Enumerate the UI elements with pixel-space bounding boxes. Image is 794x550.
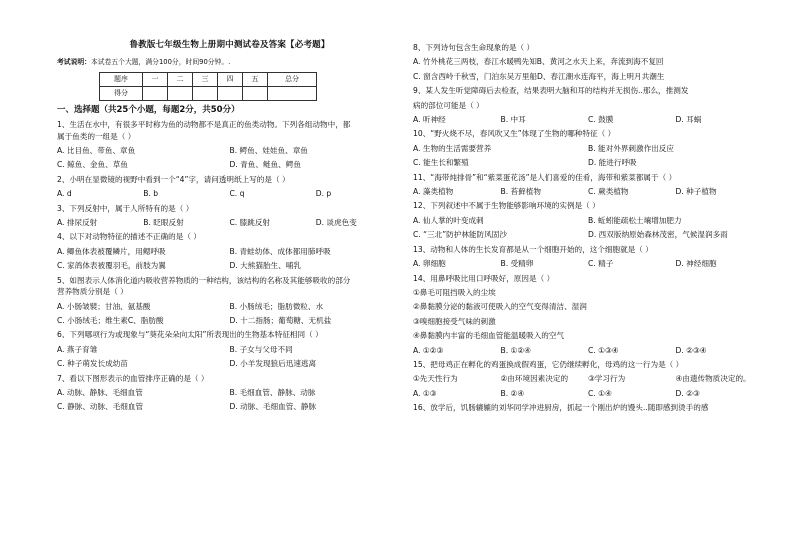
score-header-cell: 总分 <box>268 72 317 86</box>
question-stem: 14、用鼻呼吸比用口呼吸好，原因是（ ） <box>413 273 555 283</box>
question-option: D. 西双版纳原始森林茂密，气候湿润多雨 <box>588 230 728 240</box>
question-stem: 7、看以下图形表示的血管排序正确的是（ ） <box>57 373 209 383</box>
question-option: D. ②③④ <box>675 345 707 355</box>
question-options <box>413 114 763 125</box>
question-options <box>413 258 763 269</box>
question-option: B. 眨眼反射 <box>143 218 184 228</box>
score-header-cell: 四 <box>218 72 243 86</box>
question-option: B. 能对外界刺激作出反应 <box>588 143 674 153</box>
question-statement: ②由环境因素决定的 <box>500 374 569 384</box>
question-option: C. “三北”防护林能防风固沙 <box>413 230 507 240</box>
question-option: B. 鳄鱼、娃娃鱼、章鱼 <box>229 146 308 156</box>
question-stem: 3、下列反射中，属于人所特有的是（ ） <box>57 203 194 213</box>
exam-instructions <box>57 57 402 68</box>
question-option: B. 青蛙幼体、成体都用肺呼吸 <box>229 246 331 256</box>
instructions-text: 本试卷五个大题，满分100分，时间90分钟。. <box>90 58 231 67</box>
question-stem: 11、“海带炖排骨”和“紫菜蛋花汤”是人们喜爱的佳肴，海带和紫菜都属于（ ） <box>413 172 677 182</box>
question-option: B. 小肠绒毛；脂肪微粒、水 <box>229 301 324 311</box>
question-option: C. q <box>229 189 245 199</box>
question-option: C. ①③④ <box>588 345 619 355</box>
question-stem: 8、下列诗句包含生命现象的是（ ） <box>413 43 535 52</box>
question-option: A. ①②③ <box>413 345 444 355</box>
question-statement: ①先天性行为 <box>413 374 458 384</box>
question-option: C. 精子 <box>588 259 614 269</box>
question-option: C. 蕨类植物 <box>588 187 629 197</box>
question-stem: 6、下列哪项行为或现象与“葵花朵朵向太阳”所表现出的生物基本特征相同（ ） <box>57 330 323 340</box>
question-option: B. 毛细血管、静脉、动脉 <box>229 387 316 397</box>
question-option: B. b <box>143 189 159 199</box>
question-statement: ④鼻黏膜内丰富的毛细血管能温暖吸入的空气 <box>413 331 565 341</box>
question-option: C. ①④ <box>588 388 612 398</box>
question-stem: 15、把母鸡正在孵化的鸡蛋换成假鸡蛋，它仍继续孵化，母鸡的这一行为是（ ） <box>413 359 684 369</box>
score-cell <box>193 86 218 100</box>
question-option: A. 卵细胞 <box>413 259 446 269</box>
question-options <box>413 186 763 197</box>
question-option: A. 听神经 <box>413 115 446 125</box>
question-option: D. 谈虎色变 <box>315 218 357 228</box>
score-header-cell: 一 <box>143 72 168 86</box>
question-option: A. 竹外桃花三两枝，春江水暖鸭先知B、黄河之水天上来，奔流到海不复回 <box>413 57 664 67</box>
score-table-header-row <box>100 72 317 86</box>
score-table-score-row <box>100 86 317 100</box>
question-option: B. ②④ <box>500 388 525 398</box>
question-options <box>57 145 402 156</box>
question-option: A. 鲫鱼体表被覆鳞片，用鳃呼吸 <box>57 246 166 256</box>
question-statements <box>413 373 763 384</box>
question-options <box>413 229 763 240</box>
question-option: D. 十二指肠；葡萄糖、无机盐 <box>229 315 332 325</box>
left-column <box>57 40 402 416</box>
question-option: A. ①③ <box>413 388 437 398</box>
question-option: C. 家鸽体表被覆羽毛，前肢为翼 <box>57 261 166 271</box>
question-option: C. 种子萌发长成幼苗 <box>57 359 128 369</box>
section-heading: 一、选择题（共25个小题，每题2分，共50分） <box>57 104 240 115</box>
question-stem: 10、“野火烧不尽，春风吹又生”体现了生物的哪种特征（ ） <box>413 129 616 139</box>
question-option: A. 生物的生活需要营养 <box>413 143 492 153</box>
question-options <box>57 401 402 412</box>
page-title: 鲁教版七年级生物上册期中测试卷及答案【必考题】 <box>129 40 330 50</box>
question-stem: 5、如图表示人体消化道内吸收营养物质的一种结构，该结构的名称及其能够吸收的部分 <box>57 275 351 285</box>
question-option: B. ①②④ <box>500 345 531 355</box>
question-option: A. 燕子育雏 <box>57 344 98 354</box>
question-stem: 2、小明在显微镜的视野中看到一个“4”字，请问透明纸上写的是（ ） <box>57 174 290 184</box>
instructions-label: 考试说明： <box>57 58 91 67</box>
right-column <box>413 42 763 417</box>
question-options <box>413 215 763 226</box>
question-option: D. 动脉、毛细血管、静脉 <box>229 402 317 412</box>
question-stem: 4、以下对动物特征的描述不正确的是（ ） <box>57 232 201 242</box>
question-option: C. 小肠绒毛；维生素C、脂肪酸 <box>57 315 164 325</box>
question-stem: 12、下列叙述中不属于生物能够影响环境的实例是（ ） <box>413 201 600 211</box>
question-option: C. 鲸鱼、金鱼、草鱼 <box>57 160 128 170</box>
question-stem: 1、生活在水中，有很多平时称为鱼的动物都不是真正的鱼类动物。下列各组动物中，都 <box>57 120 351 130</box>
question-options <box>413 345 763 356</box>
question-option: B. 受精卵 <box>500 259 534 269</box>
score-cell <box>243 86 268 100</box>
question-option: C. 膝跳反射 <box>229 218 271 228</box>
question-option: D. 小羊发现狼后迅速逃离 <box>229 359 317 369</box>
question-stem: 13、动物和人体的生长发育都是从一个细胞开始的，这个细胞就是（ ） <box>413 244 653 254</box>
question-options <box>57 217 402 228</box>
question-options <box>57 315 402 326</box>
question-options <box>57 188 402 199</box>
question-options <box>57 344 402 355</box>
question-option: D. 能进行呼吸 <box>588 158 637 168</box>
score-cell <box>268 86 317 100</box>
question-options <box>57 358 402 369</box>
question-option: A. 比目鱼、带鱼、章鱼 <box>57 146 136 156</box>
question-option: D. p <box>315 189 332 199</box>
left-question-list <box>57 119 402 413</box>
score-header-cell: 三 <box>193 72 218 86</box>
score-header-cell: 五 <box>243 72 268 86</box>
question-option: B. 中耳 <box>500 115 526 125</box>
question-statement: ②鼻黏膜分泌的黏液可使吸入的空气变得清洁、湿润 <box>413 302 587 312</box>
question-statement: ①鼻毛可阻挡吸入的尘埃 <box>413 287 496 297</box>
question-option: A. 仙人掌的叶变成刺 <box>413 215 484 225</box>
question-option: A. 排尿反射 <box>57 218 98 228</box>
question-options <box>57 260 402 271</box>
score-cell <box>143 86 168 100</box>
question-option: C. 鼓膜 <box>588 115 614 125</box>
question-option: D. 耳蜗 <box>675 115 702 125</box>
question-options <box>413 143 763 154</box>
question-stem: 16、放学后，饥肠辘辘的刘华同学冲进厨房，抓起一个刚出炉的馒头..随即感到烫手的感 <box>413 403 709 413</box>
question-stem-continued: 病的部位可能是（ ） <box>413 100 484 110</box>
score-header-cell: 二 <box>168 72 193 86</box>
question-option: A. d <box>57 189 72 199</box>
question-option: C. 静脉、动脉、毛细血管 <box>57 402 144 412</box>
score-cell <box>218 86 243 100</box>
score-table <box>99 72 317 101</box>
question-option: A. 小肠皱襞；甘油、氨基酸 <box>57 301 151 311</box>
question-option: B. 子女与父母不同 <box>229 344 293 354</box>
question-statement: ④由遗传物质决定的。 <box>675 374 751 384</box>
question-option: B. 苔藓植物 <box>500 187 541 197</box>
question-option: C. 能生长和繁殖 <box>413 158 469 168</box>
question-option: C. 窗含西岭千秋雪，门泊东吴万里船D、春江潮水连海平，海上明月共潮生 <box>413 71 665 81</box>
question-stem-continued: 营养物质分别是（ ） <box>57 287 128 297</box>
question-options <box>413 157 763 168</box>
question-option: D. ②③ <box>675 388 700 398</box>
score-row-label: 得分 <box>100 86 143 100</box>
question-option: D. 种子植物 <box>675 187 717 197</box>
question-option: D. 大熊猫胎生、哺乳 <box>229 261 301 271</box>
question-statement: ③嗅细胞接受气味的刺激 <box>413 316 496 326</box>
question-option: B. 蚯蚓能疏松土壤增加肥力 <box>588 215 682 225</box>
question-stem-continued: 属于鱼类的一组是（ ） <box>57 131 136 141</box>
score-cell <box>168 86 193 100</box>
question-options <box>57 301 402 312</box>
question-stem: 9、某人发生听觉障碍后去检查，结果表明大脑和耳的结构并无损伤..那么，推测发 <box>413 86 689 96</box>
question-options <box>413 388 763 399</box>
score-header-cell: 题序 <box>100 72 143 86</box>
question-options <box>57 159 402 170</box>
question-option: A. 藻类植物 <box>413 187 454 197</box>
question-option: A. 动脉、静脉、毛细血管 <box>57 387 143 397</box>
question-option: D. 神经细胞 <box>675 259 717 269</box>
question-options <box>57 246 402 257</box>
question-options <box>57 387 402 398</box>
question-option: D. 青鱼、鲢鱼、鳄鱼 <box>229 160 301 170</box>
question-statement: ③学习行为 <box>588 374 626 384</box>
